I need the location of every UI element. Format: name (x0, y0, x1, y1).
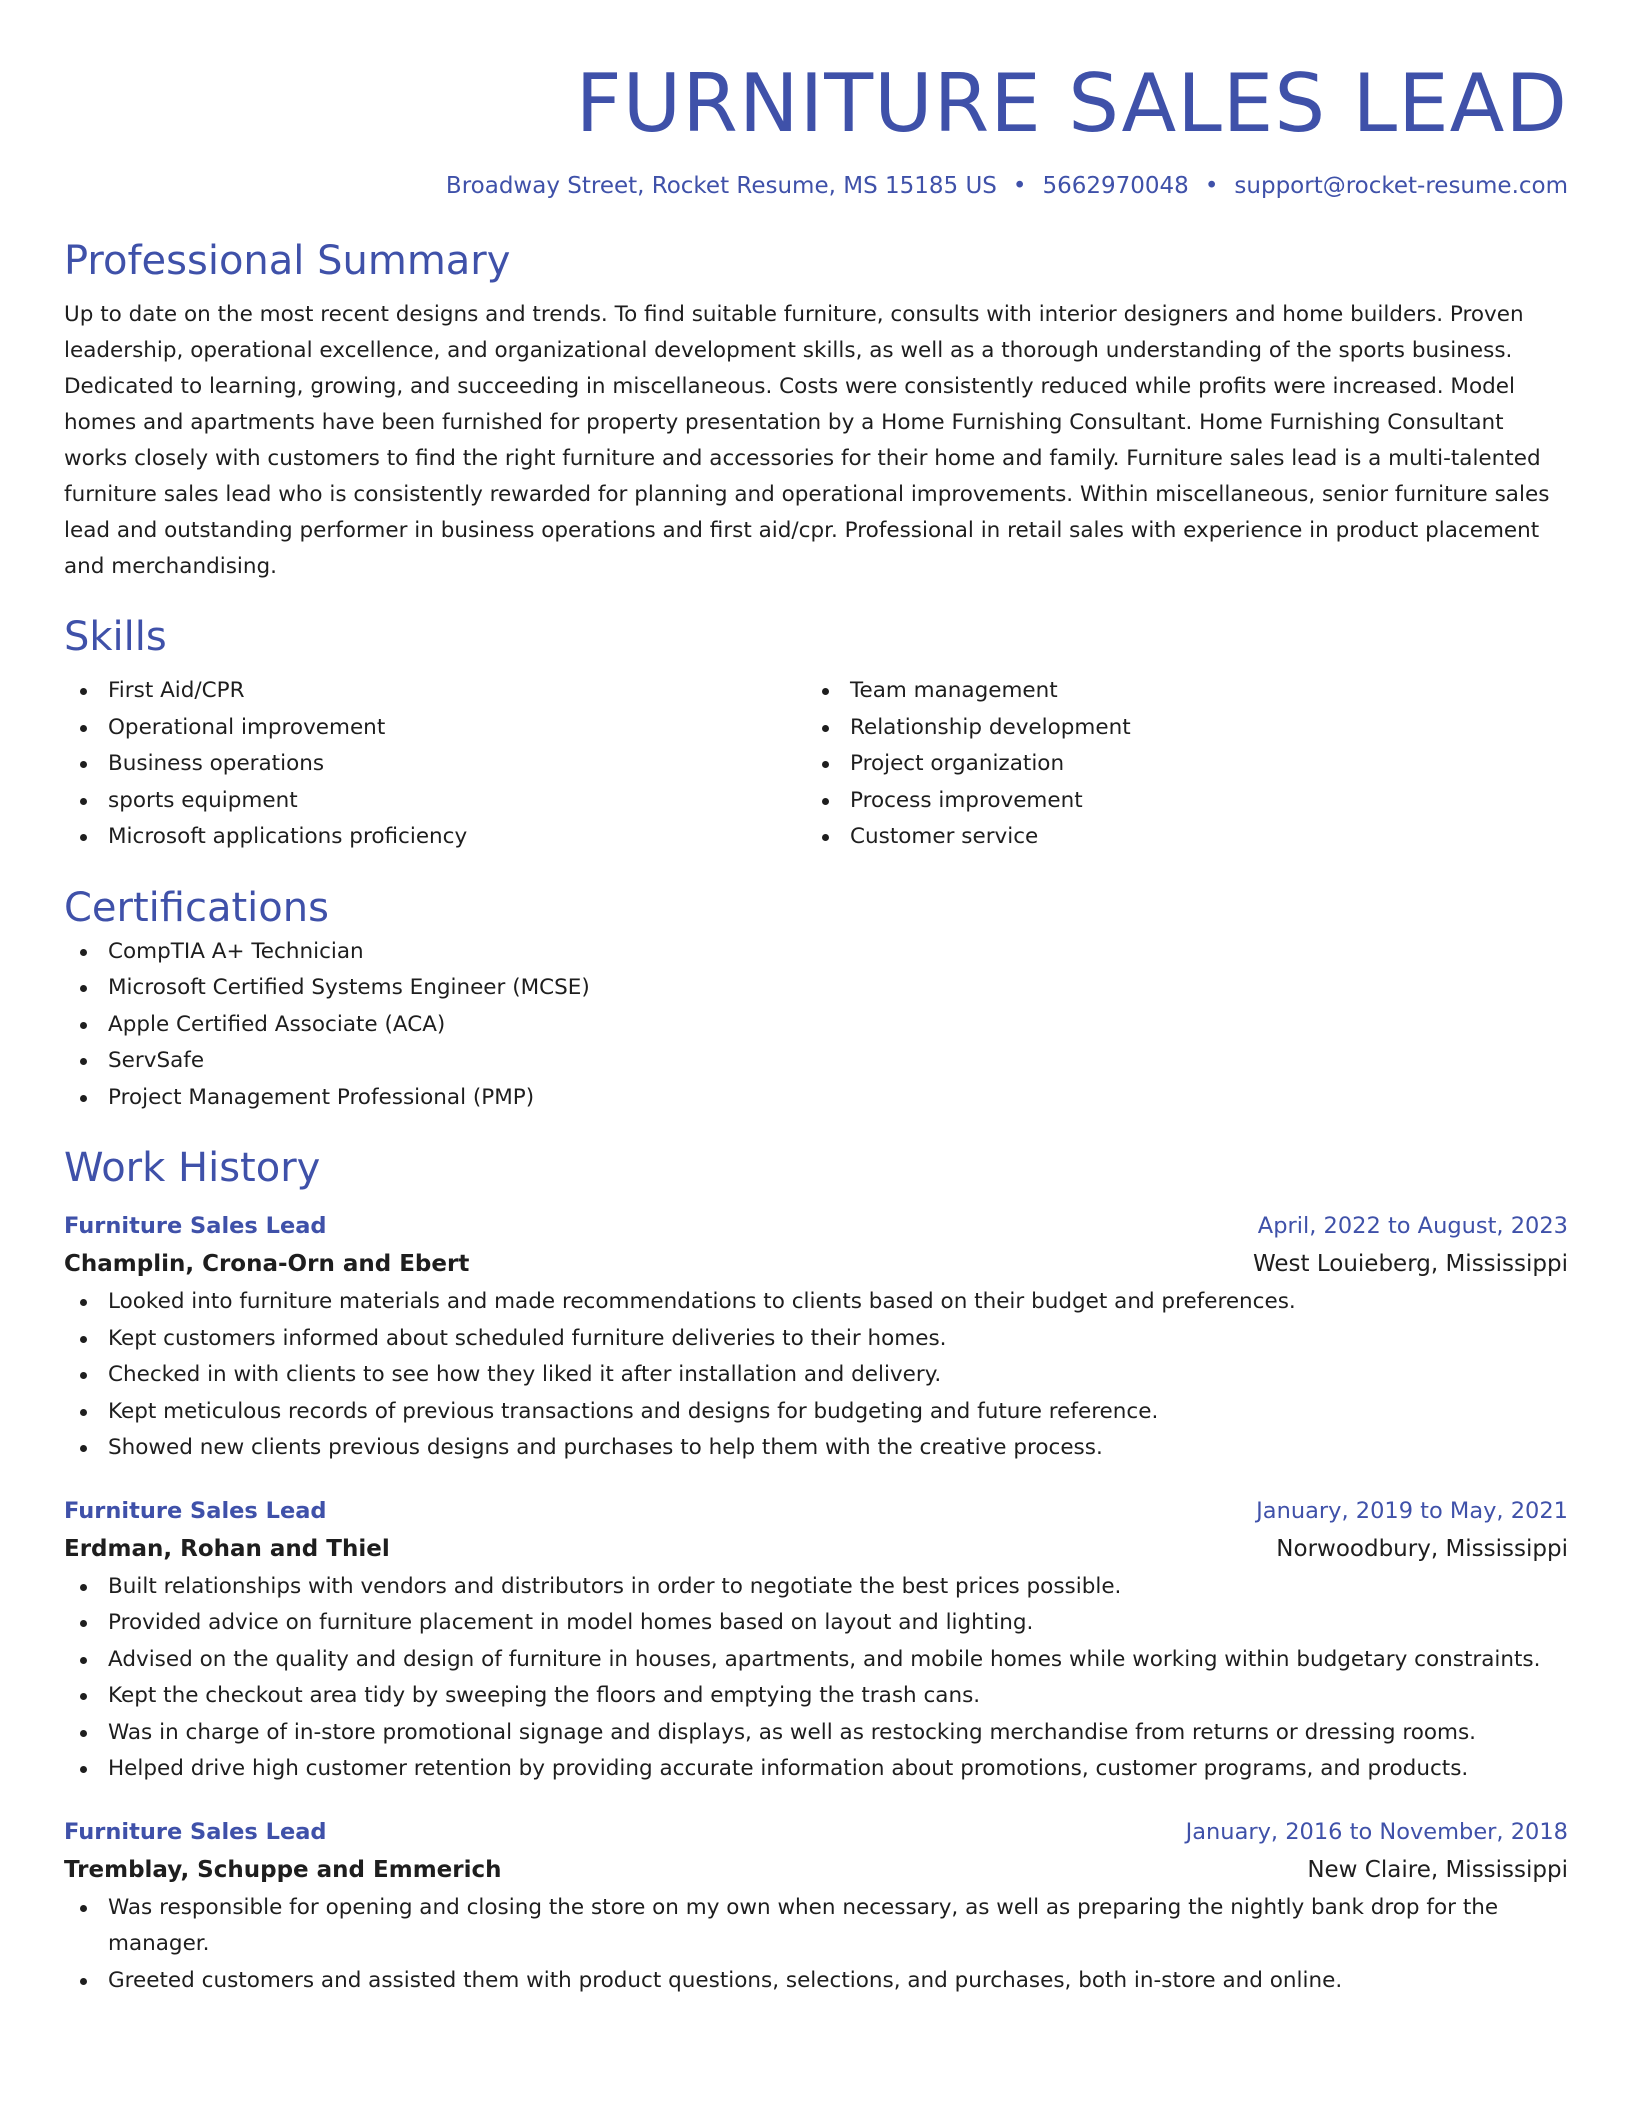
job-bullet: Built relationships with vendors and distributors in order to negotiate the best prices possible. (64, 1569, 1568, 1606)
skill-item: Relationship development (806, 710, 1548, 747)
contact-line (64, 170, 1568, 202)
job-location: New Claire, Mississippi (1307, 1856, 1568, 1883)
job-dates: January, 2016 to November, 2018 (1185, 1818, 1568, 1845)
job-subheader (64, 1850, 1568, 1890)
skill-item: sports equipment (64, 783, 806, 820)
resume-page (64, 0, 1568, 1999)
job-subheader (64, 1529, 1568, 1569)
job-dates: January, 2019 to May, 2021 (1256, 1497, 1568, 1524)
job-location: Norwoodbury, Mississippi (1276, 1535, 1568, 1562)
job-bullet: Provided advice on furniture placement in model homes based on layout and lighting. (64, 1605, 1568, 1642)
contact-separator: • (1204, 173, 1219, 199)
skills-list-left (64, 673, 806, 856)
contact-phone: 5662970048 (1042, 173, 1189, 199)
job-bullet: Kept customers informed about scheduled furniture deliveries to their homes. (64, 1321, 1568, 1358)
skill-item: Project organization (806, 746, 1548, 783)
contact-email[interactable]: support@rocket-resume.com (1234, 173, 1568, 199)
skill-item: Business operations (64, 746, 806, 783)
job-role: Furniture Sales Lead (64, 1818, 327, 1845)
job-header (64, 1493, 1568, 1529)
resume-title: FURNITURE SALES LEAD (575, 57, 1568, 150)
certification-item: Apple Certified Associate (ACA) (64, 1007, 1568, 1044)
job-company: Tremblay, Schuppe and Emmerich (64, 1856, 502, 1883)
contact-separator: • (1012, 173, 1027, 199)
job-company: Erdman, Rohan and Thiel (64, 1535, 390, 1562)
certification-item: ServSafe (64, 1043, 1568, 1080)
certifications-heading: Certifications (64, 884, 329, 931)
work-history-heading: Work History (64, 1145, 321, 1191)
certification-item: Project Management Professional (PMP) (64, 1080, 1568, 1117)
certification-item: CompTIA A+ Technician (64, 934, 1568, 971)
job-bullet-list (64, 1284, 1568, 1467)
job-dates: April, 2022 to August, 2023 (1257, 1213, 1568, 1239)
skills-list-right (806, 673, 1548, 856)
summary-text: Up to date on the most recent designs and trends. To find suitable furniture, consults with interior designers and home builders. Proven leadership, operational excellence, and organizational development skills, as well as a thorough understanding of the sports business. Dedicated to learning, growing, and succeeding in miscellaneous. Costs were consistently reduced while profits were increased. Model homes and apartments have been furnished for property presentation by a Home Furnishing Consultant. Home Furnishing Consultant works closely with customers to find the right furniture and accessories for their home and family. Furniture sales lead is a multi-talented furniture sales lead who is consistently rewarded for planning and operational improvements. Within miscellaneous, senior furniture sales lead and outstanding performer in business operations and first aid/cpr. Professional in retail sales with experience in product placement and merchandising. (64, 302, 1550, 579)
job-entry (64, 1208, 1568, 1467)
job-bullet-list (64, 1890, 1568, 2000)
job-bullet: Was in charge of in-store promotional signage and displays, as well as restocking merchandise from returns or dressing rooms. (64, 1715, 1568, 1752)
job-bullet: Looked into furniture materials and made recommendations to clients based on their budget and preferences. (64, 1284, 1568, 1321)
job-bullet-list (64, 1569, 1568, 1788)
job-company: Champlin, Crona-Orn and Ebert (64, 1251, 470, 1277)
job-bullet: Helped drive high customer retention by providing accurate information about promotions, customer programs, and products. (64, 1751, 1568, 1788)
job-entry (64, 1493, 1568, 1788)
skill-item: First Aid/CPR (64, 673, 806, 710)
job-header (64, 1208, 1568, 1244)
contact-address: Broadway Street, Rocket Resume, MS 15185 US (445, 173, 997, 199)
job-bullet: Kept meticulous records of previous transactions and designs for budgeting and future reference. (64, 1394, 1568, 1431)
job-bullet: Kept the checkout area tidy by sweeping the floors and emptying the trash cans. (64, 1678, 1568, 1715)
skill-item: Process improvement (806, 783, 1548, 820)
skill-item: Operational improvement (64, 710, 806, 747)
job-role: Furniture Sales Lead (64, 1497, 327, 1524)
job-bullet: Greeted customers and assisted them with product questions, selections, and purchases, both in-store and online. (64, 1963, 1568, 2000)
job-location: West Louieberg, Mississippi (1252, 1251, 1568, 1277)
job-bullet: Advised on the quality and design of furniture in houses, apartments, and mobile homes while working within budgetary constraints. (64, 1642, 1568, 1679)
job-bullet: Showed new clients previous designs and purchases to help them with the creative process. (64, 1430, 1568, 1467)
job-role: Furniture Sales Lead (64, 1213, 327, 1239)
job-header (64, 1814, 1568, 1850)
skills-grid (64, 673, 1568, 856)
skills-heading: Skills (64, 614, 167, 660)
job-entry (64, 1814, 1568, 2000)
certification-item: Microsoft Certified Systems Engineer (MCSE) (64, 970, 1568, 1007)
job-subheader (64, 1244, 1568, 1284)
summary-heading: Professional Summary (64, 238, 511, 284)
skill-item: Team management (806, 673, 1548, 710)
certifications-list (64, 934, 1568, 1117)
job-bullet: Checked in with clients to see how they liked it after installation and delivery. (64, 1357, 1568, 1394)
skill-item: Customer service (806, 819, 1548, 856)
job-bullet: Was responsible for opening and closing the store on my own when necessary, as well as preparing the nightly bank drop for the manager. (64, 1890, 1568, 1963)
skill-item: Microsoft applications proficiency (64, 819, 806, 856)
